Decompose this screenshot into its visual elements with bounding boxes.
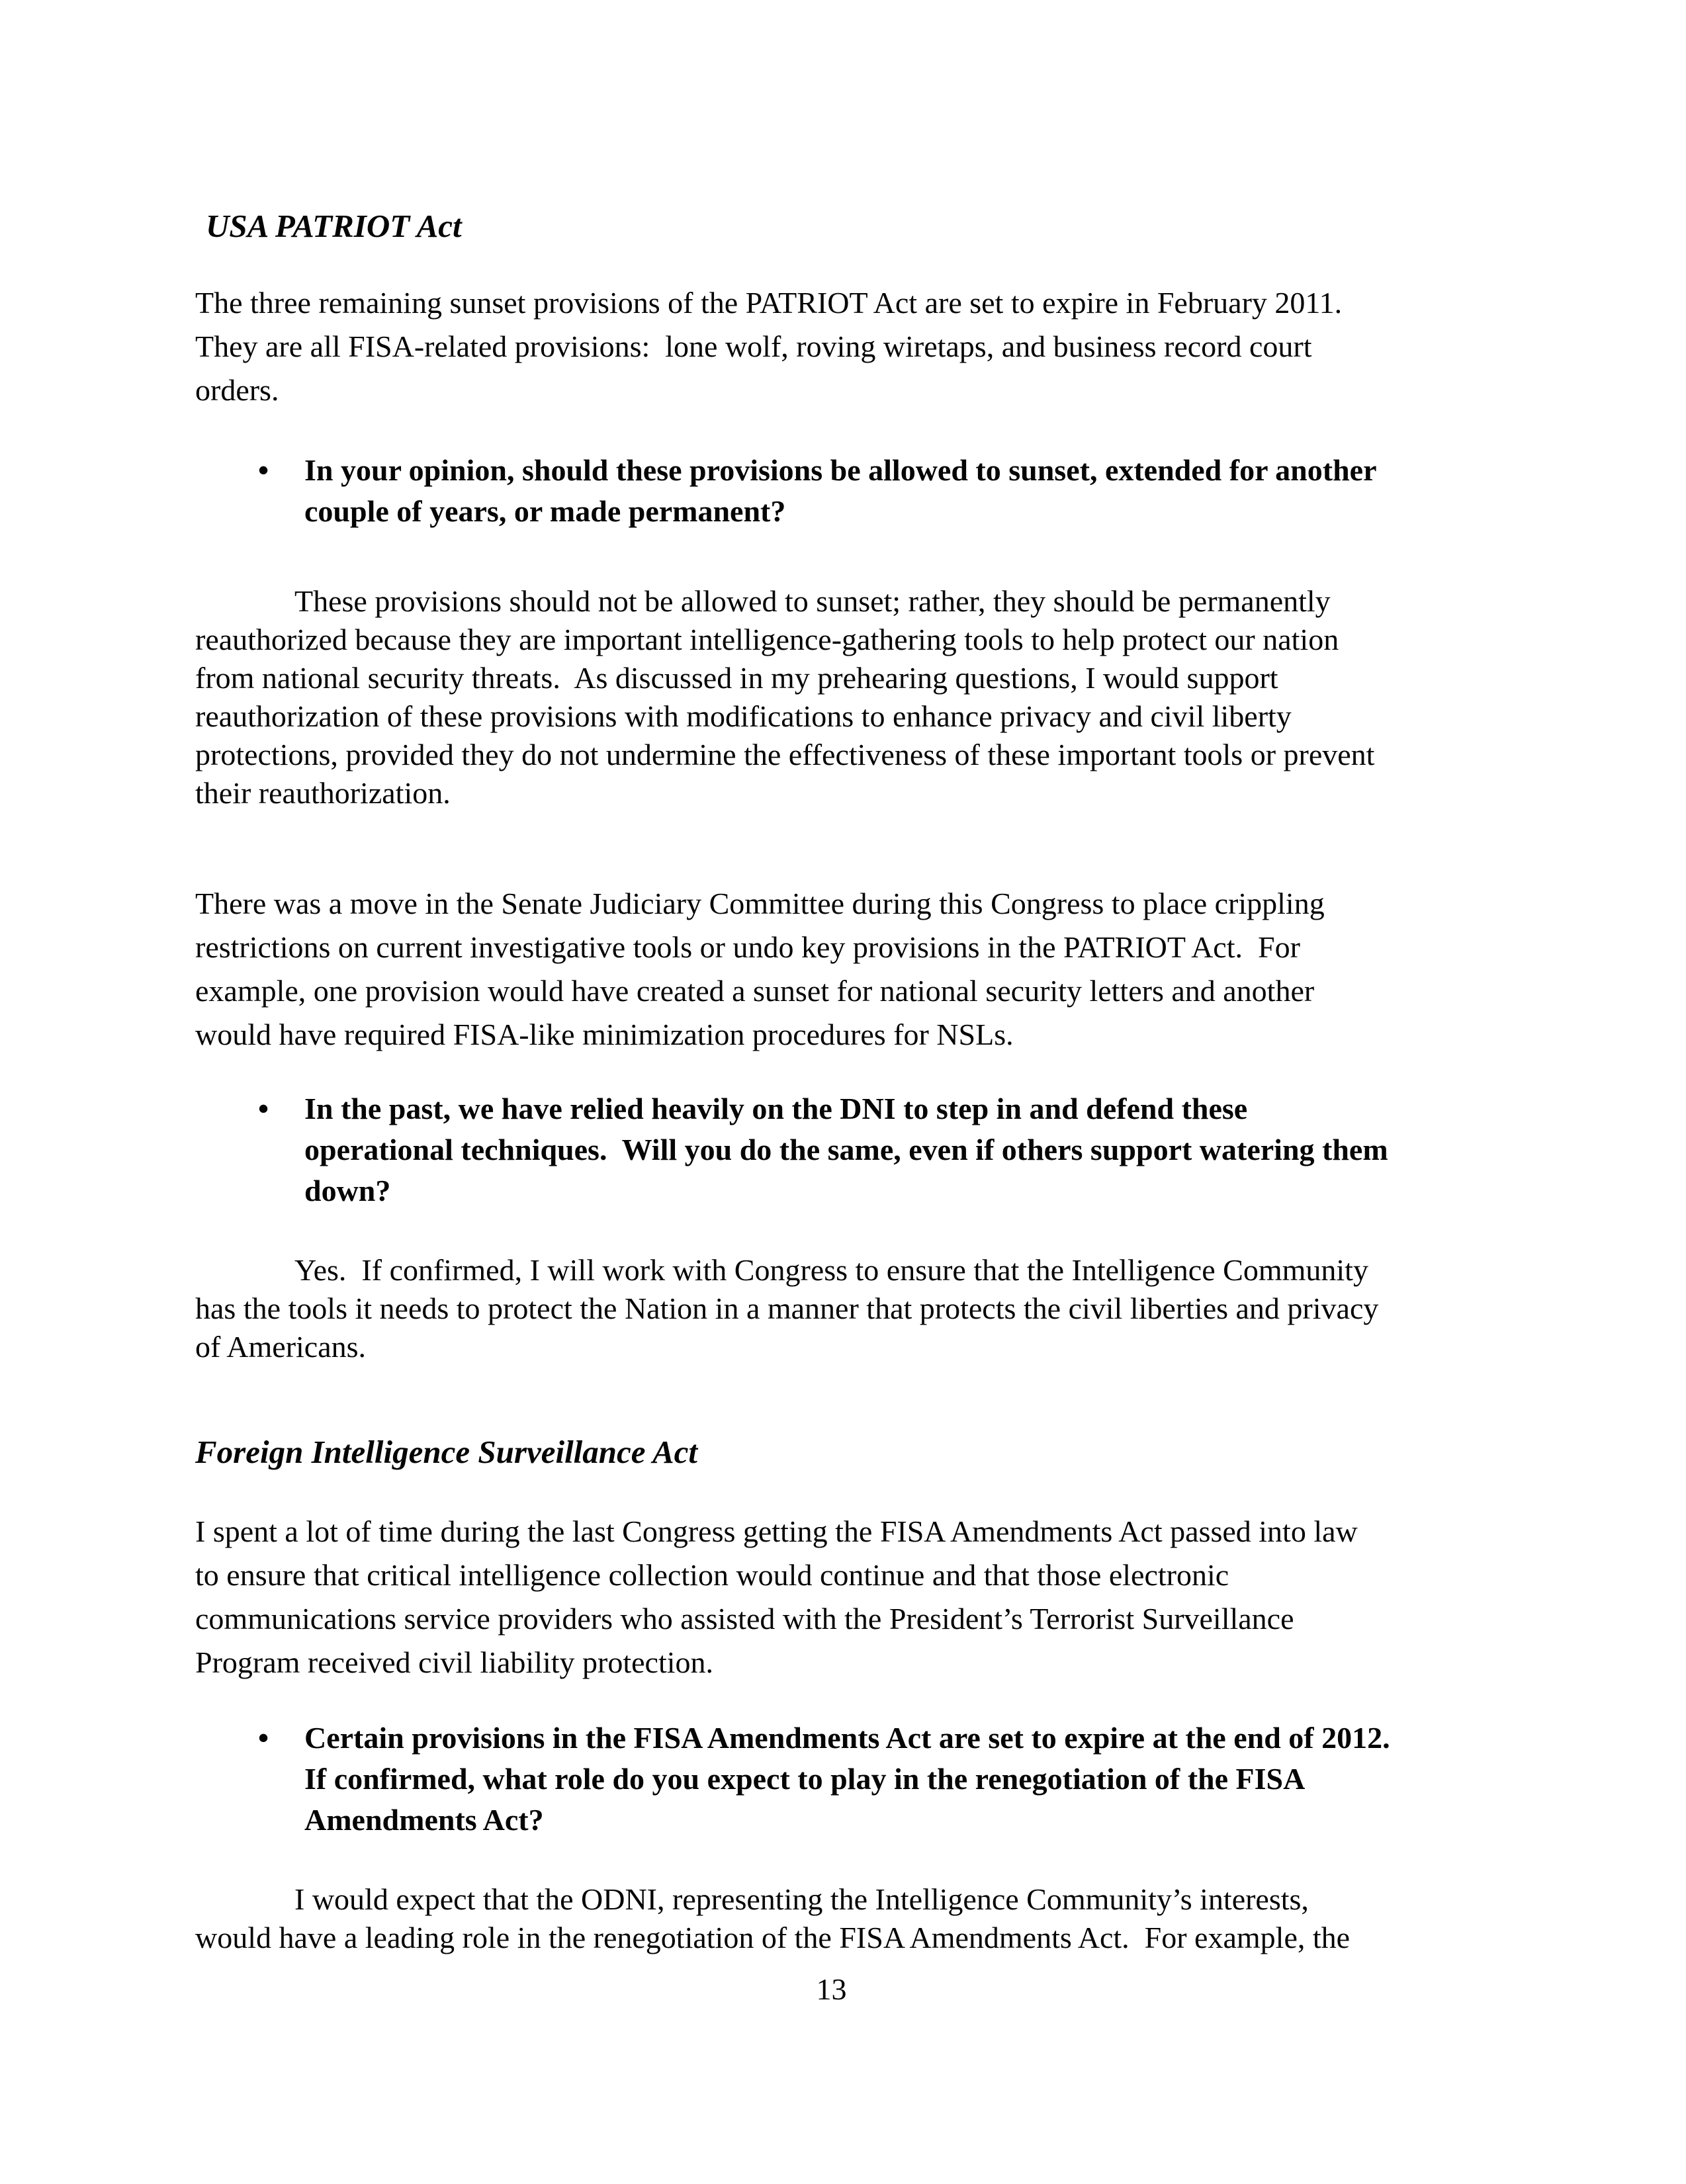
text-line: their reauthorization. bbox=[195, 776, 451, 810]
bullet-icon: • bbox=[258, 1721, 269, 1755]
text-line: operational techniques. Will you do the same, even if others support watering them bbox=[304, 1133, 1388, 1166]
text-line: reauthorization of these provisions with modifications to enhance privacy and civil liberty bbox=[195, 699, 1292, 733]
text-line: There was a move in the Senate Judiciary Committee during this Congress to place crippling bbox=[195, 887, 1325, 920]
text-line: restrictions on current investigative tools or undo key provisions in the PATRIOT Act. For bbox=[195, 930, 1300, 964]
text-line: communications service providers who assisted with the President’s Terrorist Surveillance bbox=[195, 1602, 1294, 1636]
bullet-icon: • bbox=[258, 453, 269, 487]
bullet-question bbox=[195, 450, 1468, 532]
answer-paragraph bbox=[195, 582, 1468, 812]
text-line: I would expect that the ODNI, representing the Intelligence Community’s interests, bbox=[294, 1882, 1309, 1916]
answer-paragraph bbox=[195, 1251, 1468, 1366]
text-line: If confirmed, what role do you expect to play in the renegotiation of the FISA bbox=[304, 1762, 1306, 1796]
bullet-icon: • bbox=[258, 1092, 269, 1125]
section-heading-usa-patriot-act: USA PATRIOT Act bbox=[206, 208, 462, 244]
section-heading-fisa: Foreign Intelligence Surveillance Act bbox=[195, 1434, 698, 1470]
text-line: protections, provided they do not undermine the effectiveness of these important tools or prevent bbox=[195, 738, 1375, 771]
text-line: example, one provision would have created a sunset for national security letters and another bbox=[195, 974, 1315, 1008]
text-line: In your opinion, should these provisions be allowed to sunset, extended for another bbox=[304, 453, 1377, 487]
body-paragraph bbox=[195, 1510, 1468, 1684]
text-line: In the past, we have relied heavily on the DNI to step in and defend these bbox=[304, 1092, 1248, 1125]
text-line: Certain provisions in the FISA Amendments Act are set to expire at the end of 2012. bbox=[304, 1721, 1390, 1755]
text-line: reauthorized because they are important intelligence-gathering tools to help protect our nation bbox=[195, 623, 1339, 656]
intro-paragraph bbox=[195, 281, 1468, 412]
text-line: would have required FISA-like minimization procedures for NSLs. bbox=[195, 1018, 1014, 1051]
bullet-question bbox=[195, 1718, 1468, 1841]
text-line: These provisions should not be allowed to sunset; rather, they should be permanently bbox=[294, 584, 1331, 618]
text-line: The three remaining sunset provisions of the PATRIOT Act are set to expire in February 2011. bbox=[195, 286, 1343, 320]
bullet-text bbox=[304, 1718, 1390, 1841]
text-line: Program received civil liability protection. bbox=[195, 1645, 714, 1679]
text-line: They are all FISA-related provisions: lone wolf, roving wiretaps, and business record court bbox=[195, 329, 1312, 363]
text-line: of Americans. bbox=[195, 1330, 367, 1364]
answer-paragraph bbox=[195, 1880, 1468, 1957]
body-paragraph bbox=[195, 882, 1468, 1057]
text-line: I spent a lot of time during the last Congress getting the FISA Amendments Act passed into law bbox=[195, 1514, 1358, 1548]
bullet-text bbox=[304, 450, 1377, 532]
text-line: from national security threats. As discussed in my prehearing questions, I would support bbox=[195, 661, 1278, 695]
page-number: 13 bbox=[816, 1972, 847, 2006]
text-line: would have a leading role in the renegotiation of the FISA Amendments Act. For example, the bbox=[195, 1921, 1351, 1954]
text-line: orders. bbox=[195, 373, 279, 407]
text-line: Amendments Act? bbox=[304, 1803, 544, 1837]
text-line: has the tools it needs to protect the Nation in a manner that protects the civil liberties and privacy bbox=[195, 1291, 1379, 1325]
bullet-question bbox=[195, 1088, 1468, 1211]
text-line: Yes. If confirmed, I will work with Congress to ensure that the Intelligence Community bbox=[294, 1253, 1368, 1287]
text-line: to ensure that critical intelligence collection would continue and that those electronic bbox=[195, 1558, 1229, 1592]
text-line: down? bbox=[304, 1174, 391, 1207]
text-line: couple of years, or made permanent? bbox=[304, 494, 786, 528]
bullet-text bbox=[304, 1088, 1388, 1211]
